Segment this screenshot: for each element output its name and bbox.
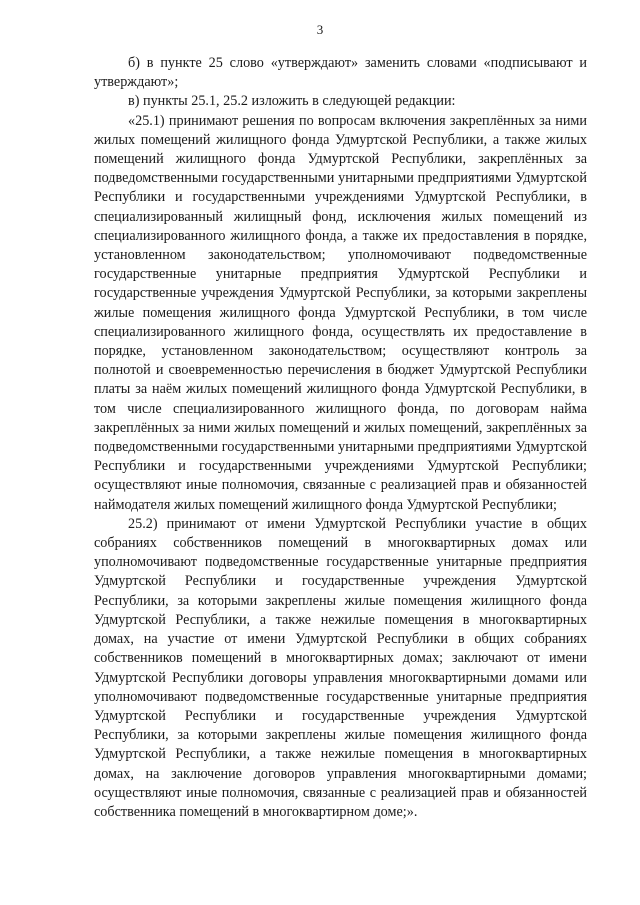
paragraph-clause-25-1: «25.1) принимают решения по вопросам включения закреплённых за ними жилых помещений жилищного фонда Удмуртской Республики, а также жилых помещений жилищного фонда Удмуртской Республики, закреплённых за подведомственными государственными унитарными предприятиями Удмуртской Республики и государственными учреждениями Удмуртской Республики, в специализированный жилищный фонд, исключения жилых помещений из специализированного жилищного фонда, а также их предоставления в порядке, установленном законодательством; уполномочивают подведомственные государственные унитарные предприятия Удмуртской Республики и государственные учреждения Удмуртской Республики, за которыми закреплены жилые помещения жилищного фонда Удмуртской Республики, в том числе специализированного жилищного фонда, осуществлять их предоставление в порядке, установленном законодательством; осуществляют контроль за полнотой и своевременностью перечисления в бюджет Удмуртской Республики платы за наём жилых помещений жилищного фонда Удмуртской Республики, в том числе специализированного жилищного фонда, по договорам найма закреплённых за ними жилых помещений и жилых помещений, закреплённых за подведомственными государственными унитарными предприятиями Удмуртской Республики и государственными учреждениями Удмуртской Республики; осуществляют иные полномочия, связанные с реализацией прав и обязанностей наймодателя жилых помещений жилищного фонда Удмуртской Республики; [94,112,587,513]
paragraph-item-b: б) в пункте 25 слово «утверждают» заменить словами «подписывают и утверждают»; [94,55,587,91]
document-body [94,54,587,822]
paragraph-item-v: в) пункты 25.1, 25.2 изложить в следующей редакции: [128,93,456,110]
paragraph-clause-25-2: 25.2) принимают от имени Удмуртской Республики участие в общих собраниях собственников помещений в многоквартирных домах или уполномочивают подведомственные государственные унитарные предприятия Удмуртской Республики и государственные учреждения Удмуртской Республики, за которыми закреплены жилые помещения жилищного фонда Удмуртской Республики, а также нежилые помещения в многоквартирных домах, на участие от имени Удмуртской Республики в общих собраниях собственников помещений в многоквартирных домах; заключают от имени Удмуртской Республики договоры управления многоквартирными домами или уполномочивают подведомственные государственные унитарные предприятия Удмуртской Республики и государственные учреждения Удмуртской Республики, за которыми закреплены жилые помещения жилищного фонда Удмуртской Республики, а также нежилые помещения в многоквартирных домах, на заключение договоров управления многоквартирными домами; осуществляют иные полномочия, связанные с реализацией прав и обязанностей собственника помещений в многоквартирном доме;». [94,515,587,820]
page-number: 3 [316,22,324,37]
